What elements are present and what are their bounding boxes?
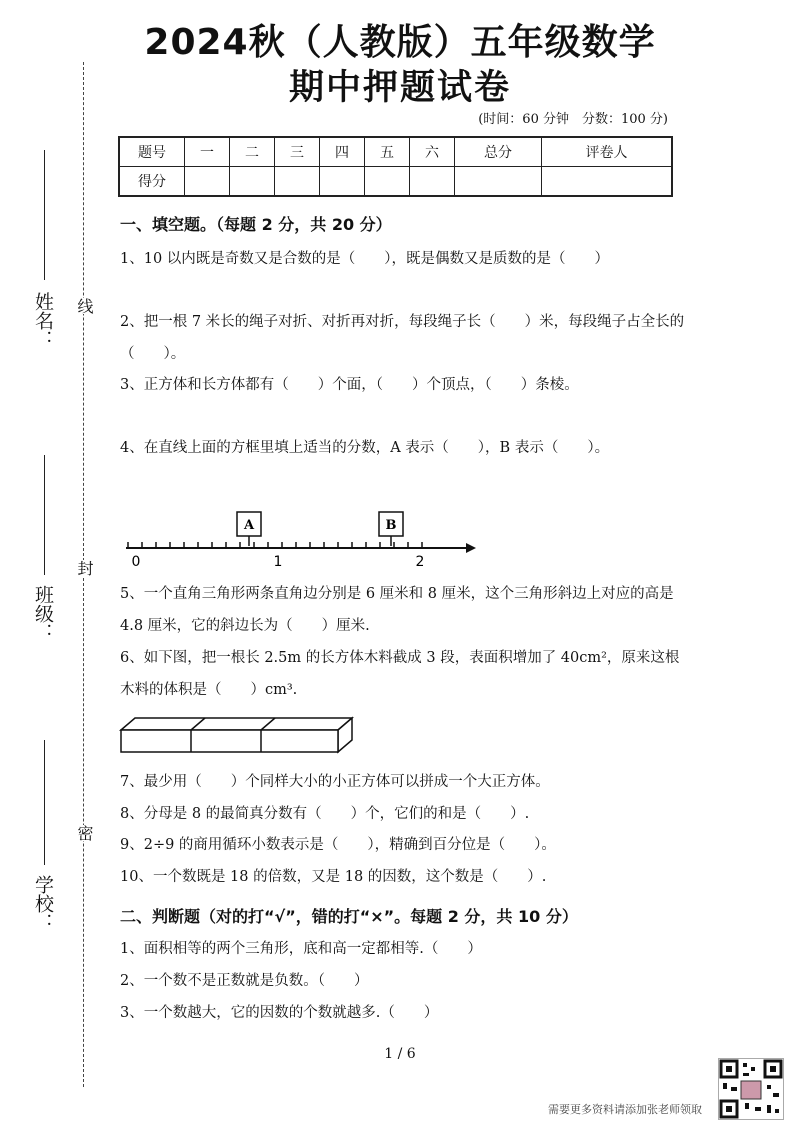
number-line-figure: [118, 500, 488, 575]
page-title: 2024秋（人教版）五年级数学: [144, 22, 656, 63]
question-1-2: 2、把一根 7 米长的绳子对折、对折再对折，每段绳子长（ ）米，每段绳子占全长的（ ）。: [120, 314, 685, 362]
score-cell[interactable]: [410, 167, 455, 197]
score-header-cell: 评卷人: [542, 137, 673, 167]
question-1-6: 6、如下图，把一根长 2.5m 的长方体木料截成 3 段，表面积增加了 40cm²，原来这根木料的体积是（ ）cm³.: [120, 650, 680, 698]
qr-code-icon[interactable]: [718, 1058, 784, 1120]
question-2-3: 3、一个数越大，它的因数的个数就越多.（ ）: [120, 1005, 439, 1021]
name-label: 姓名：: [32, 292, 54, 349]
score-cell[interactable]: [455, 167, 542, 197]
page-number: 1 / 6: [384, 1046, 416, 1062]
question-1-10: 10、一个数既是 18 的倍数，又是 18 的因数，这个数是（ ）.: [120, 869, 547, 885]
tick-label-1: 1: [273, 554, 283, 570]
page-subtitle: 期中押题试卷: [288, 68, 511, 108]
box-a-label: A: [243, 518, 255, 533]
school-label: 学校：: [32, 875, 54, 932]
binding-mark-feng: 封: [75, 560, 94, 576]
question-2-1: 1、面积相等的两个三角形，底和高一定都相等.（ ）: [120, 941, 482, 957]
footer-note: 需要更多资料请添加张老师领取: [548, 1103, 702, 1116]
question-1-1: 1、10 以内既是奇数又是合数的是（ ），既是偶数又是质数的是（ ）: [120, 251, 610, 267]
score-row-label: 得分: [119, 167, 185, 197]
score-cell[interactable]: [275, 167, 320, 197]
question-1-3: 3、正方体和长方体都有（ ）个面，（ ）个顶点，（ ）条棱。: [120, 377, 579, 393]
class-label: 班级：: [32, 585, 54, 642]
score-header-cell: 六: [410, 137, 455, 167]
tick-label-0: 0: [131, 554, 141, 570]
box-b-label: B: [385, 518, 397, 533]
score-header-cell: 三: [275, 137, 320, 167]
tick-label-2: 2: [415, 554, 425, 570]
question-1-7: 7、最少用（ ）个同样大小的小正方体可以拼成一个大正方体。: [120, 774, 550, 790]
question-1-8: 8、分母是 8 的最简真分数有（ ）个，它们的和是（ ）.: [120, 806, 530, 822]
question-1-4: 4、在直线上面的方框里填上适当的分数，A 表示（ ），B 表示（ ）。: [120, 440, 610, 456]
score-header-cell: 四: [320, 137, 365, 167]
class-write-line: [44, 455, 45, 575]
question-1-9: 9、2÷9 的商用循环小数表示是（ ），精确到百分位是（ ）。: [120, 837, 556, 853]
score-table: [118, 136, 673, 197]
score-header-cell: 题号: [119, 137, 185, 167]
score-header-cell: 一: [185, 137, 230, 167]
section-2-heading: 二、判断题（对的打“√”，错的打“×”。每题 2 分，共 10 分）: [120, 907, 578, 926]
wood-block-front: [121, 730, 338, 752]
section-1-heading: 一、填空题。（每题 2 分，共 20 分）: [120, 215, 392, 234]
score-table-header-row: [119, 137, 672, 167]
score-header-cell: 五: [365, 137, 410, 167]
score-cell[interactable]: [542, 167, 673, 197]
score-cell[interactable]: [230, 167, 275, 197]
number-line-arrow: [466, 543, 476, 553]
score-cell[interactable]: [320, 167, 365, 197]
binding-mark-mi: 密: [75, 825, 94, 841]
score-cell[interactable]: [185, 167, 230, 197]
score-header-cell: 二: [230, 137, 275, 167]
wood-block-top: [121, 718, 352, 730]
exam-meta: (时间：60 分钟 分数：100 分): [478, 112, 668, 127]
school-write-line: [44, 740, 45, 865]
score-table-score-row: [119, 167, 672, 197]
question-2-2: 2、一个数不是正数就是负数。（ ）: [120, 973, 369, 989]
binding-mark-xian: 线: [75, 298, 94, 314]
question-1-5: 5、一个直角三角形两条直角边分别是 6 厘米和 8 厘米，这个三角形斜边上对应的高是 4.8 厘米，它的斜边长为（ ）厘米.: [120, 586, 674, 634]
score-header-cell: 总分: [455, 137, 542, 167]
score-cell[interactable]: [365, 167, 410, 197]
name-write-line: [44, 150, 45, 280]
wood-block-figure: [118, 712, 358, 757]
